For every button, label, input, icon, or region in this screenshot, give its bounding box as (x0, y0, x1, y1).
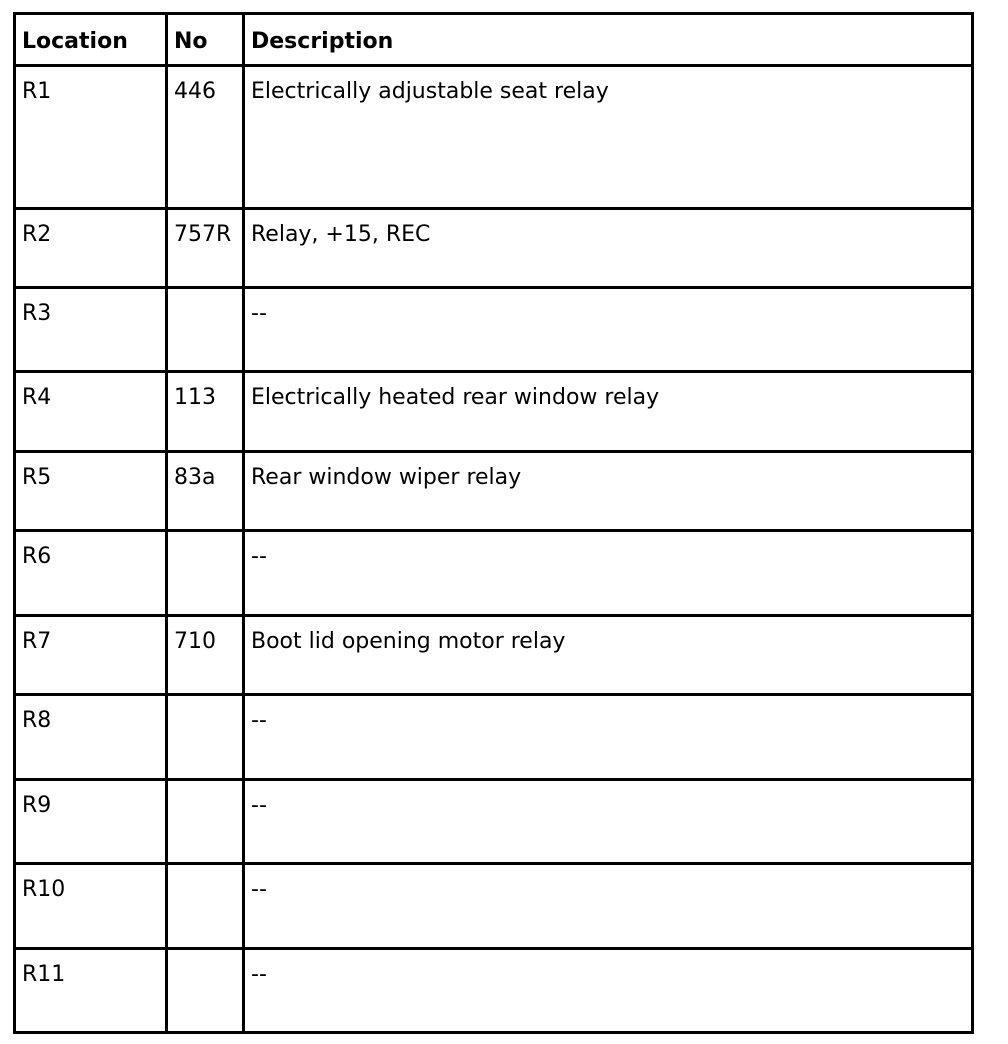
cell-location: R4 (15, 372, 167, 452)
header-no: No (167, 14, 244, 66)
cell-description: Rear window wiper relay (244, 452, 973, 531)
table-row (15, 531, 973, 616)
cell-location: R6 (15, 531, 167, 616)
cell-no (167, 864, 244, 949)
table-row (15, 452, 973, 531)
table-row (15, 288, 973, 372)
cell-no: 710 (167, 616, 244, 695)
cell-location: R1 (15, 66, 167, 209)
relay-table (13, 12, 974, 1034)
cell-no: 83a (167, 452, 244, 531)
cell-no: 113 (167, 372, 244, 452)
cell-no (167, 288, 244, 372)
cell-description: -- (244, 780, 973, 864)
cell-description: -- (244, 949, 973, 1033)
cell-location: R5 (15, 452, 167, 531)
cell-no (167, 695, 244, 780)
table-row (15, 864, 973, 949)
cell-description: -- (244, 531, 973, 616)
cell-no: 757R (167, 209, 244, 288)
cell-description: -- (244, 288, 973, 372)
cell-location: R10 (15, 864, 167, 949)
cell-no (167, 531, 244, 616)
table-row (15, 209, 973, 288)
cell-location: R9 (15, 780, 167, 864)
cell-description: Boot lid opening motor relay (244, 616, 973, 695)
cell-description: -- (244, 864, 973, 949)
cell-location: R8 (15, 695, 167, 780)
cell-description: -- (244, 695, 973, 780)
cell-location: R11 (15, 949, 167, 1033)
table-row (15, 66, 973, 209)
cell-no (167, 949, 244, 1033)
cell-location: R3 (15, 288, 167, 372)
cell-no: 446 (167, 66, 244, 209)
table-row (15, 695, 973, 780)
cell-location: R7 (15, 616, 167, 695)
cell-location: R2 (15, 209, 167, 288)
cell-no (167, 780, 244, 864)
table-row (15, 616, 973, 695)
cell-description: Relay, +15, REC (244, 209, 973, 288)
table-row (15, 780, 973, 864)
header-location: Location (15, 14, 167, 66)
table-row (15, 372, 973, 452)
cell-description: Electrically heated rear window relay (244, 372, 973, 452)
header-description: Description (244, 14, 973, 66)
cell-description: Electrically adjustable seat relay (244, 66, 973, 209)
table-row (15, 949, 973, 1033)
table-header-row (15, 14, 973, 66)
